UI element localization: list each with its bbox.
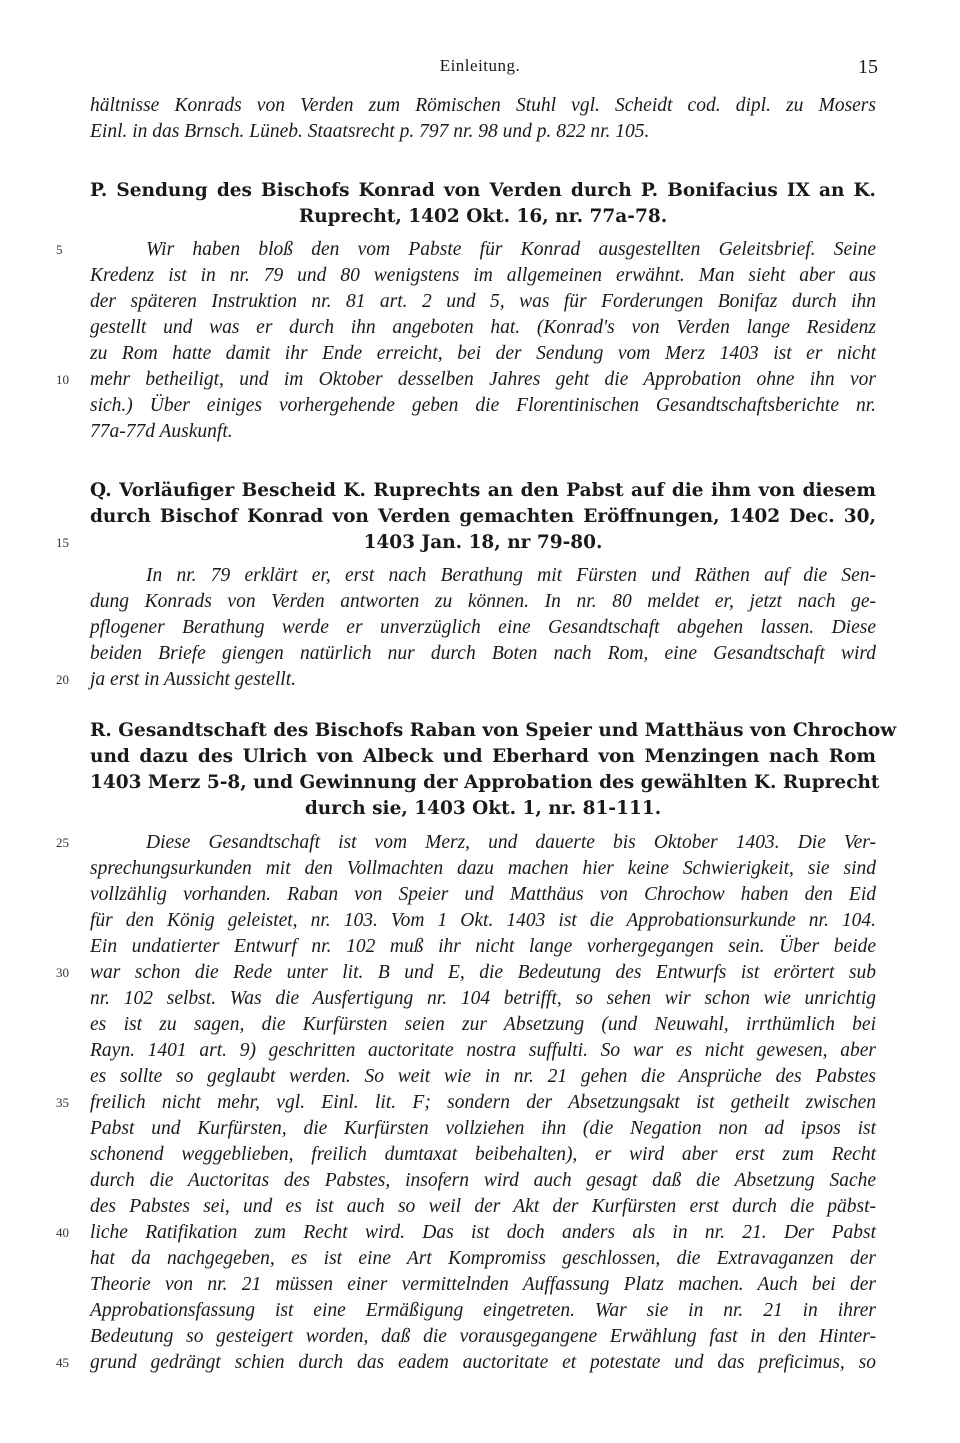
section-p-body-line: gestellt und was er durch ihn angeboten hat. (Konrad's von Verden lange Residenz bbox=[90, 317, 876, 338]
section-r-heading-line: und dazu des Ulrich von Albeck und Eberhard von Menzingen nach Rom bbox=[90, 746, 876, 767]
section-r-body-line: Diese Gesandtschaft ist vom Merz, und dauerte bis Oktober 1403. Die Ver- bbox=[146, 832, 876, 853]
margin-line-number: 25 bbox=[56, 835, 69, 850]
intro-line: Einl. in das Brnsch. Lüneb. Staatsrecht p. 797 nr. 98 und p. 822 nr. 105. bbox=[90, 121, 650, 142]
section-q-body-line: In nr. 79 erklärt er, erst nach Berathung mit Fürsten und Räthen auf die Sen- bbox=[146, 565, 876, 586]
section-p-body-line: mehr betheiligt, und im Oktober desselben Jahres geht die Approbation ohne ihn vor bbox=[90, 369, 876, 390]
section-r-body-line: Ein undatierter Entwurf nr. 102 muß ihr nicht lange vorhergegangen sein. Über beide bbox=[90, 936, 876, 957]
section-r-body-line: schonend weggeblieben, freilich dumtaxat beibehalten), er wird aber erst zum Recht bbox=[90, 1144, 876, 1165]
section-r-body-line: es sollte so geglaubt werden. So weit wie in nr. 21 gehen die Ansprüche des Pabstes bbox=[90, 1066, 876, 1087]
section-r-body-line: Theorie von nr. 21 müssen einer vermittelnden Auffassung Platz machen. Auch bei der bbox=[90, 1274, 876, 1295]
section-p-heading-line: Ruprecht, 1402 Okt. 16, nr. 77a-78. bbox=[298, 206, 668, 227]
section-r-body-line: Bedeutung so gesteigert worden, daß die vorausgegangene Erwählung fast in den Hinter- bbox=[90, 1326, 876, 1347]
section-p-body-line: Wir haben bloß den vom Pabste für Konrad ausgestellten Geleitsbrief. Seine bbox=[146, 239, 876, 260]
section-r-body-line: nr. 102 selbst. Was die Ausfertigung nr. 104 betrifft, so sehen wir schon wie unrichtig bbox=[90, 988, 876, 1009]
section-r-body-line: für den König geleistet, nr. 103. Vom 1 Okt. 1403 ist die Approbationsurkunde nr. 104. bbox=[90, 910, 876, 931]
section-p-body-line: der späteren Instruktion nr. 81 art. 2 und 5, was für Forderungen Bonifaz durch ihn bbox=[90, 291, 876, 312]
section-r-body-line: Pabst und Kurfürsten, die Kurfürsten vollziehen ihn (die Negation non ad ipsos ist bbox=[90, 1118, 876, 1139]
section-p-body-line: zu Rom hatte damit ihr Ende erreicht, bei der Sendung vom Merz 1403 ist er nicht bbox=[90, 343, 876, 364]
section-r-body-line: des Pabstes sei, und es ist auch so weil der Akt der Kurfürsten erst durch die päbst- bbox=[90, 1196, 876, 1217]
margin-line-number: 15 bbox=[56, 535, 69, 550]
section-r-body-line: grund gedrängt schien durch das eadem auctoritate et potestate und das preficimus, so bbox=[90, 1352, 876, 1373]
section-p-body-line: sich.) Über einiges vorhergehende geben die Florentinischen Gesandtschaftsberichte nr. bbox=[90, 395, 876, 416]
section-r-body-line: war schon die Rede unter lit. B und E, die Bedeutung des Entwurfs ist erörtert sub bbox=[90, 962, 876, 983]
section-q-body-line: beiden Briefe giengen natürlich nur durch Boten nach Rom, eine Gesandtschaft wird bbox=[90, 643, 876, 664]
margin-line-number: 40 bbox=[56, 1225, 69, 1240]
section-r-body-line: es ist zu sagen, die Kurfürsten seien zur Absetzung (und Neuwahl, irrthümlich bei bbox=[90, 1014, 876, 1035]
page-number: 15 bbox=[858, 56, 878, 78]
section-r-body-line: sprechungsurkunden mit den Vollmachten dazu machen hier keine Schwierigkeit, sie sind bbox=[90, 858, 876, 879]
running-head bbox=[0, 56, 960, 80]
margin-line-number: 10 bbox=[56, 372, 69, 387]
section-q-body-line: pflogener Berathung werde er unverzüglich eine Gesandtschaft abgehen lassen. Diese bbox=[90, 617, 876, 638]
section-r-heading-line: durch sie, 1403 Okt. 1, nr. 81-111. bbox=[304, 798, 662, 819]
section-r-body-line: durch die Auctoritas des Pabstes, insofern wird auch gesagt daß die Absetzung Sache bbox=[90, 1170, 876, 1191]
section-r-body-line: hat da nachgegeben, es ist eine Art Kompromiss geschlossen, die Extravaganzen der bbox=[90, 1248, 876, 1269]
section-r-body-line: freilich nicht mehr, vgl. Einl. lit. F; sondern der Absetzungsakt ist getheilt zwischen bbox=[90, 1092, 876, 1113]
section-q-body-line: dung Konrads von Verden antworten zu können. In nr. 80 meldet er, jetzt nach ge- bbox=[90, 591, 876, 612]
section-p-body-line: Kredenz ist in nr. 79 und 80 wenigstens im allgemeinen erwähnt. Man sieht aber aus bbox=[90, 265, 876, 286]
section-r-heading-line: 1403 Merz 5-8, und Gewinnung der Approbation des gewählten K. Ruprecht bbox=[90, 772, 880, 793]
section-q-heading-line: durch Bischof Konrad von Verden gemachten Eröffnungen, 1402 Dec. 30, bbox=[90, 506, 876, 527]
intro-line: hältnisse Konrads von Verden zum Römischen Stuhl vgl. Scheidt cod. dipl. zu Mosers bbox=[90, 95, 876, 116]
margin-line-number: 35 bbox=[56, 1095, 69, 1110]
section-r-body-line: liche Ratifikation zum Recht wird. Das ist doch anders als in nr. 21. Der Pabst bbox=[90, 1222, 876, 1243]
section-q-heading-line: Q. Vorläufiger Bescheid K. Ruprechts an den Pabst auf die ihm von diesem bbox=[90, 480, 876, 501]
margin-line-number: 30 bbox=[56, 965, 69, 980]
section-q-heading-line: 1403 Jan. 18, nr 79-80. bbox=[363, 532, 603, 553]
margin-line-number: 5 bbox=[56, 242, 63, 257]
section-p-heading-line: P. Sendung des Bischofs Konrad von Verden durch P. Bonifacius IX an K. bbox=[90, 180, 876, 201]
section-r-body-line: vollzählig vorhanden. Raban von Speier und Matthäus von Chrochow haben den Eid bbox=[90, 884, 876, 905]
section-r-heading-line: R. Gesandtschaft des Bischofs Raban von Speier und Matthäus von Chrochow bbox=[90, 720, 897, 741]
section-r-body-line: Approbationsfassung ist eine Ermäßigung eingetreten. War sie in nr. 21 in ihrer bbox=[90, 1300, 876, 1321]
section-r-body-line: Rayn. 1401 art. 9) geschritten auctoritate nostra suffulti. So war es nicht gewesen, aber bbox=[90, 1040, 876, 1061]
margin-line-number: 20 bbox=[56, 672, 69, 687]
margin-line-number: 45 bbox=[56, 1355, 69, 1370]
section-p-body-line: 77a-77d Auskunft. bbox=[90, 421, 233, 442]
running-head-title: Einleitung. bbox=[439, 56, 521, 75]
section-q-body-line: ja erst in Aussicht gestellt. bbox=[90, 669, 297, 690]
